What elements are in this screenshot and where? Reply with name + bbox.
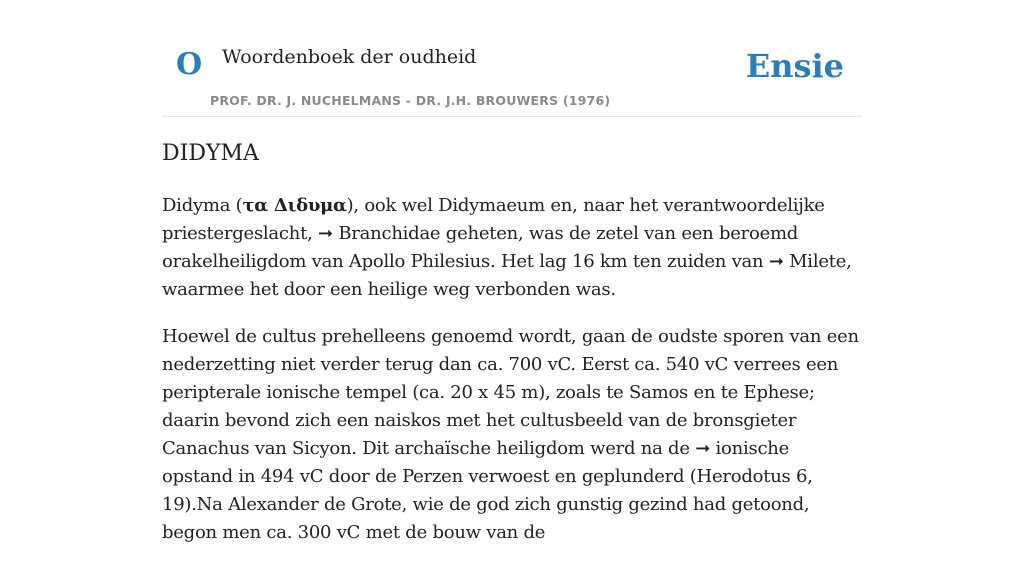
link-ionische-opstand[interactable]: ionische opstand in 494 vC door de Perzen verwoest en geplunderd (Herodotus 6, 19).Na Alexander de Grote, wie de god zich gunstig gezind had getoond, begon men ca. 300 vC met de bouw van de — [162, 437, 813, 543]
text-segment: ), ook wel Didymaeum en, naar het verantwoordelijke priestergeslacht, — [162, 194, 825, 244]
link-branchidae[interactable]: Branchidae geheten, was de zetel van een beroemd orakelheiligdom van Apollo Philesius. Het lag 16 km ten zuiden van — [162, 222, 799, 272]
authors-line: PROF. DR. J. NUCHELMANS - DR. J.H. BROUWERS (1976) — [210, 93, 611, 108]
arrow-icon: ➞ — [318, 222, 333, 244]
index-letter[interactable]: O — [176, 47, 203, 82]
text-segment: Didyma ( — [162, 194, 243, 216]
text-segment: Hoewel de cultus prehelleens genoemd wordt, gaan de oudste sporen van een nederzetting niet verder terug dan ca. 700 vC. Eerst ca. 540 vC verrees een peripterale ionische tempel (ca. 20 x 45 m), zoals te Samos en te Ephese; daarin bevond zich een naiskos met het cultusbeeld van de bronsgieter Canachus van Sicyon. Dit archaïsche heiligdom werd na de — [162, 325, 859, 459]
lemma-title: DIDYMA — [162, 141, 259, 166]
paragraph-1 — [162, 192, 862, 304]
paragraph-2 — [162, 323, 862, 547]
ensie-logo[interactable]: Ensie — [745, 47, 844, 85]
book-title[interactable]: Woordenboek der oudheid — [222, 46, 477, 68]
link-milete[interactable]: Milete, waarmee het door een heilige weg verbonden was. — [162, 250, 852, 300]
arrow-icon: ➞ — [768, 250, 784, 272]
greek-term: τα Διδυμα — [242, 194, 347, 216]
article — [162, 140, 862, 566]
arrow-icon: ➞ — [695, 437, 711, 459]
header — [162, 0, 862, 117]
